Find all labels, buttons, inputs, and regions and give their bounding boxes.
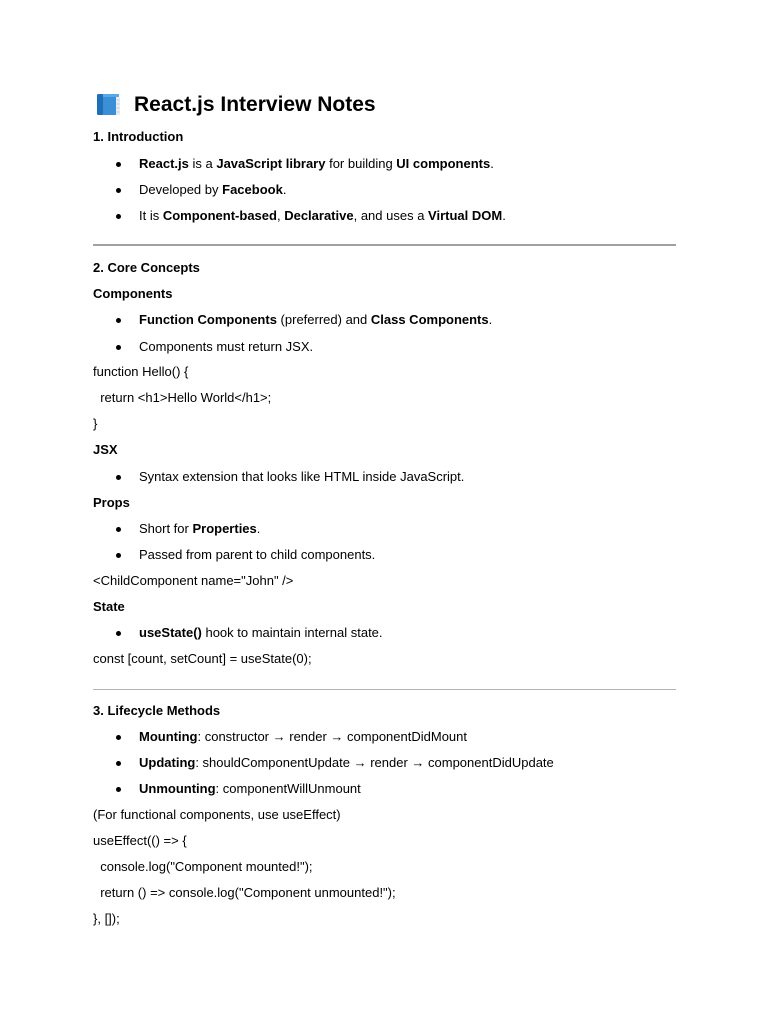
document-title: React.js Interview Notes [134, 93, 376, 116]
document-title-row [96, 90, 376, 120]
bullet-icon [116, 553, 121, 558]
horizontal-divider [93, 689, 676, 690]
section-heading-introduction: 1. Introduction [93, 129, 184, 144]
code-line: <ChildComponent name="John" /> [93, 573, 294, 588]
blue-book-icon [96, 93, 122, 117]
subheading-jsx: JSX [93, 442, 118, 457]
code-line: console.log("Component mounted!"); [93, 859, 313, 874]
code-line: function Hello() { [93, 364, 189, 379]
bullet-icon [116, 214, 121, 219]
code-line: } [93, 416, 98, 431]
subheading-props: Props [93, 495, 130, 510]
code-line: useEffect(() => { [93, 833, 187, 848]
bullet-icon [116, 761, 121, 766]
bullet-icon [116, 162, 121, 167]
section-heading-lifecycle-methods: 3. Lifecycle Methods [93, 703, 221, 718]
bullet-icon [116, 475, 121, 480]
section-heading-core-concepts: 2. Core Concepts [93, 260, 200, 275]
bullet-icon [116, 318, 121, 323]
subheading-state: State [93, 599, 125, 614]
bullet-icon [116, 345, 121, 350]
code-line: return () => console.log("Component unmounted!"); [93, 885, 396, 900]
bullet-icon [116, 787, 121, 792]
code-line: return <h1>Hello World</h1>; [93, 390, 272, 405]
code-line: const [count, setCount] = useState(0); [93, 651, 312, 666]
subheading-components: Components [93, 286, 173, 301]
bullet-icon [116, 188, 121, 193]
code-line: }, []); [93, 911, 120, 926]
bullet-icon [116, 735, 121, 740]
bullet-icon [116, 631, 121, 636]
horizontal-divider [93, 244, 676, 246]
note-text: (For functional components, use useEffect) [93, 807, 341, 822]
bullet-icon [116, 527, 121, 532]
document-page: React.js Interview Notes 1. Introduction React.js is a JavaScript library for building UI components. Developed by Facebook. It is Component-based, Declarative, and uses a Virtual DOM. 2. Core Concepts Components Function Components (preferred) and Class Components. Components must return JSX. function Hello() { return <h1>Hello World</h1>; } JSX Syntax extension that looks like HTML inside JavaScript. Props Short for Properties. Passed from parent to child components. <ChildComponent name="John" /> State useState() hook to maintain internal state. const [count, setCount] = useState(0); 3. Lifecycle Methods Mounting: constructor → render → componentDidMount Updating: shouldComponentUpdate → render → componentDidUpdate Unmounting: componentWillUnmount (For functional components, use useEffect) useEffect(() => { console.log("Component mounted!"); return () => console.log("Component unmounted!"); }, []); [93, 0, 676, 1024]
